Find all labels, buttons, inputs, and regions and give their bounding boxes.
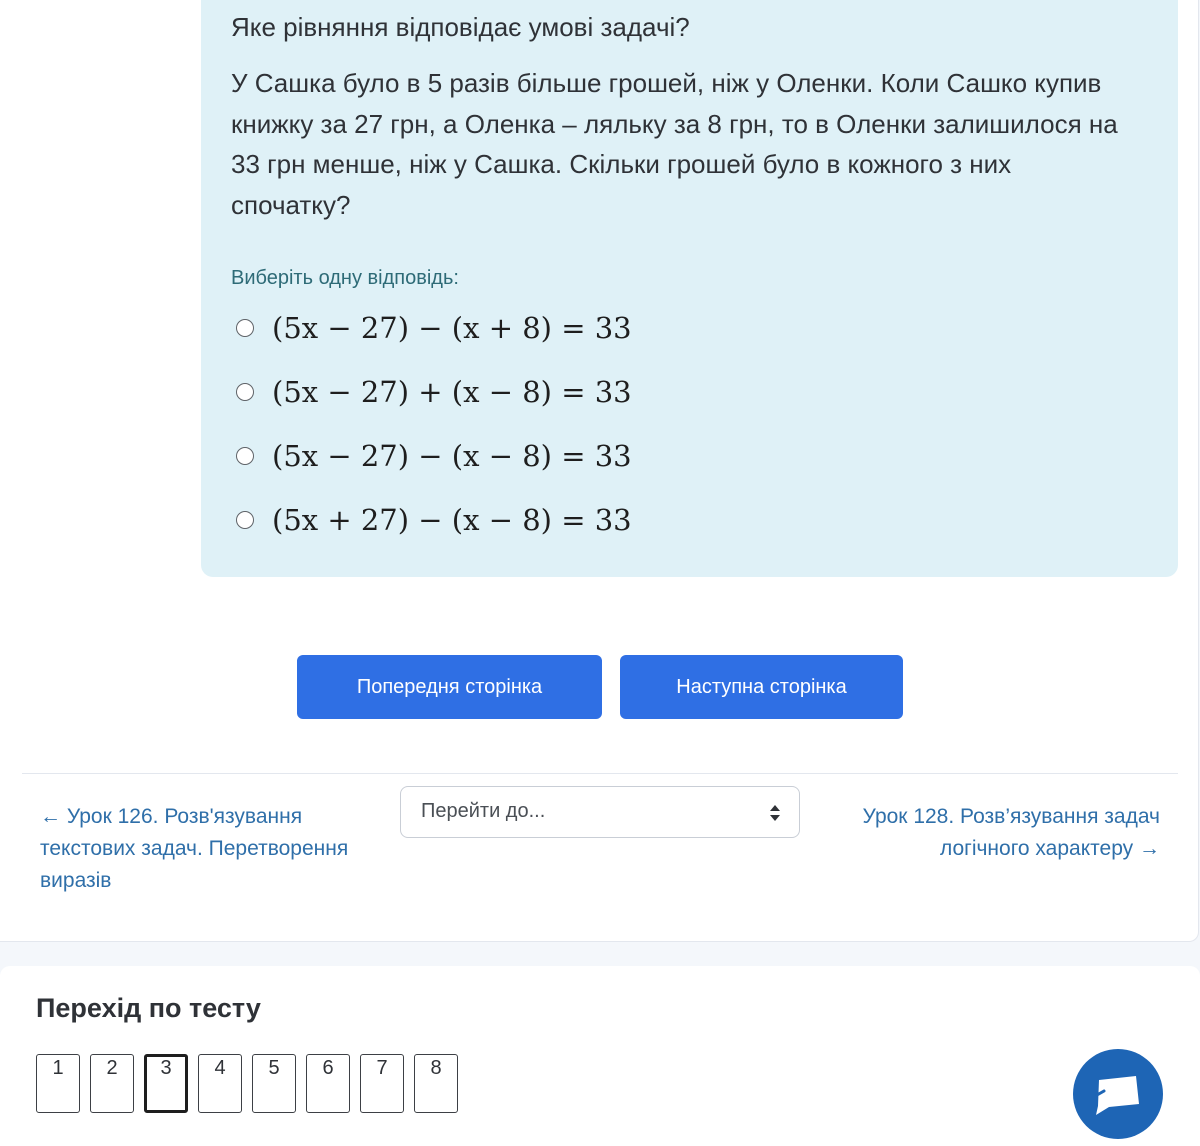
quiz-question-button-3-current[interactable]: 3 [144, 1054, 188, 1113]
radio-button[interactable] [236, 383, 254, 401]
answer-option-4[interactable] [236, 503, 632, 537]
answer-option-text: (5x − 27) − (x − 8) = 33 [272, 439, 632, 473]
answer-option-text: (5x − 27) + (x − 8) = 33 [272, 375, 632, 409]
answer-option-text: (5x − 27) − (x + 8) = 33 [272, 311, 632, 345]
answer-option-2[interactable] [236, 375, 632, 409]
next-activity-link[interactable]: Урок 128. Розв’язування задач логічного характеру → [862, 805, 1160, 860]
jump-to-select[interactable] [400, 786, 800, 838]
previous-page-button[interactable]: Попередня сторінка [297, 655, 602, 719]
jump-to-placeholder: Перейти до... [421, 800, 546, 822]
chat-button[interactable] [1073, 1049, 1163, 1139]
chat-bubble-icon [1073, 1049, 1163, 1139]
quiz-question-button-2[interactable]: 2 [90, 1054, 134, 1113]
question-text: У Сашка було в 5 разів більше грошей, ніж у Оленки. Коли Сашко купив книжку за 27 грн, а Оленка – ляльку за 8 грн, то в Оленки залишилося на 33 грн менше, ніж у Сашка. Скільки грошей було в кожного з них спочатку? [231, 68, 1118, 220]
quiz-question-button-1[interactable]: 1 [36, 1054, 80, 1113]
quiz-question-button-5[interactable]: 5 [252, 1054, 296, 1113]
divider [22, 773, 1178, 774]
quiz-navigation-title: Перехід по тесту [36, 993, 261, 1023]
answer-option-text: (5x + 27) − (x − 8) = 33 [272, 503, 632, 537]
previous-activity-link[interactable]: ← Урок 126. Розв'язування текстових задач. Перетворення виразів [40, 805, 349, 892]
radio-button[interactable] [236, 319, 254, 337]
radio-button[interactable] [236, 447, 254, 465]
sort-arrows-icon [769, 804, 781, 822]
answer-option-1[interactable] [236, 311, 632, 345]
quiz-question-button-6[interactable]: 6 [306, 1054, 350, 1113]
quiz-question-button-7[interactable]: 7 [360, 1054, 404, 1113]
radio-button[interactable] [236, 511, 254, 529]
answer-prompt: Виберіть одну відповідь: [231, 267, 459, 289]
next-page-button[interactable]: Наступна сторінка [620, 655, 903, 719]
question-title: Яке рівняння відповідає умові задачі? [231, 12, 690, 42]
quiz-question-button-4[interactable]: 4 [198, 1054, 242, 1113]
answer-option-3[interactable] [236, 439, 632, 473]
quiz-question-button-8[interactable]: 8 [414, 1054, 458, 1113]
